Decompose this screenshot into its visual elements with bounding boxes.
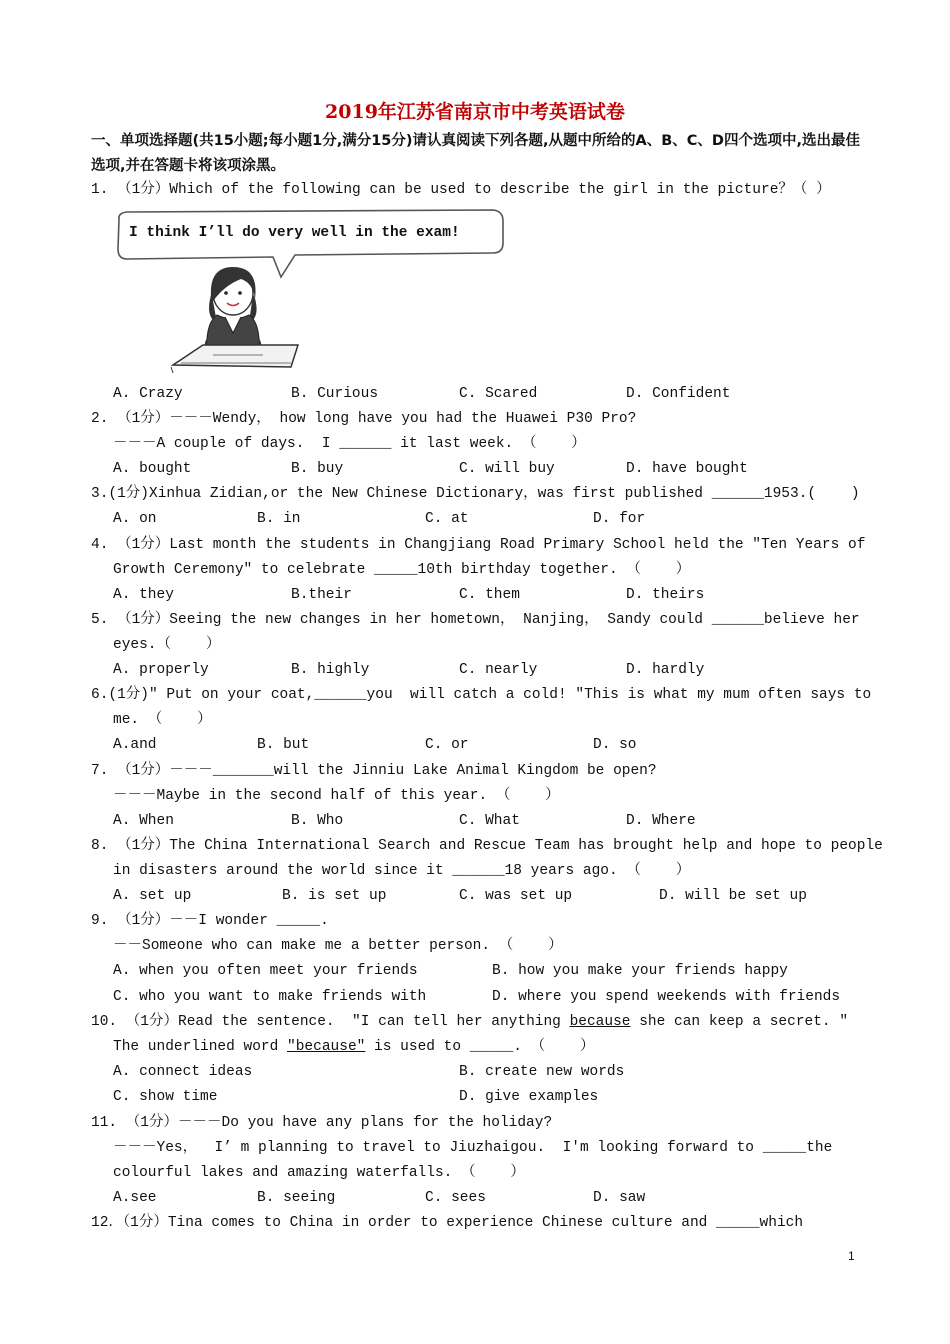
q3-option-d: D. for xyxy=(593,511,646,527)
question-9-stem: 9. （1分）－－I wonder _____. xyxy=(91,913,329,929)
question-5-stem: 5. （1分）Seeing the new changes in her hometown， Nanjing， Sandy could ______believe her xyxy=(91,612,860,628)
q2-option-c: C. will buy xyxy=(459,461,555,477)
q2-option-a: A. bought xyxy=(113,461,192,477)
page-number: 1 xyxy=(848,1249,855,1263)
q7-option-c: C. What xyxy=(459,813,520,829)
q3-option-a: A. on xyxy=(113,511,157,527)
section-instructions: 一、单项选择题(共15小题;每小题1分,满分15分)请认真阅读下列各题,从题中所给的A、B、C、D四个选项中,选出最佳选项,并在答题卡将该项涂黑。 xyxy=(91,133,860,174)
question-8-stem: 8. （1分）The China International Search and Rescue Team has brought help and hope to people xyxy=(91,838,883,854)
question-2-reply: －－－A couple of days. I ______ it last week. （ ） xyxy=(113,436,586,452)
underlined-word-quote: "because" xyxy=(287,1039,366,1055)
q1-option-c: C. Scared xyxy=(459,386,538,402)
q5-option-c: C. nearly xyxy=(459,662,538,678)
question-11-stem: 11. （1分）－－－Do you have any plans for the holiday? xyxy=(91,1115,553,1131)
q8-option-c: C. was set up xyxy=(459,888,573,904)
q6-option-c: C. or xyxy=(425,737,469,753)
q6-option-b: B. but xyxy=(257,737,310,753)
question-4-stem-cont: Growth Ceremony" to celebrate _____10th birthday together. （ ） xyxy=(113,562,691,578)
q8-option-a: A. set up xyxy=(113,888,192,904)
q8-option-b: B. is set up xyxy=(282,888,387,904)
q9-option-c: C. who you want to make friends with xyxy=(113,989,427,1005)
q7-option-d: D. Where xyxy=(626,813,696,829)
q6-option-a: A.and xyxy=(113,737,157,753)
question-6-stem: 6.(1分)" Put on your coat,______you will catch a cold! "This is what my mum often says to xyxy=(91,687,872,703)
q4-option-c: C. them xyxy=(459,587,520,603)
q9-option-a: A. when you often meet your friends xyxy=(113,963,418,979)
speech-bubble-text: I think I’ll do very well in the exam! xyxy=(129,225,460,241)
q1-option-a: A. Crazy xyxy=(113,386,183,402)
q4-option-b: B.their xyxy=(291,587,352,603)
question-7-reply: －－－Maybe in the second half of this year. （ ） xyxy=(113,788,560,804)
q4-option-a: A. they xyxy=(113,587,174,603)
question-8-stem-cont: in disasters around the world since it ______18 years ago. （ ） xyxy=(113,863,691,879)
q1-option-b: B. Curious xyxy=(291,386,379,402)
page-title: 2019年江苏省南京市中考英语试卷 xyxy=(325,101,625,123)
q7-option-a: A. When xyxy=(113,813,174,829)
question-11-reply-cont: colourful lakes and amazing waterfalls. （ ） xyxy=(113,1165,525,1181)
question-1-picture xyxy=(113,205,513,375)
q5-option-a: A. properly xyxy=(113,662,209,678)
question-1-stem: 1. （1分）Which of the following can be used to describe the girl in the picture？（ ） xyxy=(91,182,831,198)
q11-option-a: A.see xyxy=(113,1190,157,1206)
question-3-stem: 3.(1分)Xinhua Zidian,or the New Chinese Dictionary，was first published ______1953.( ) xyxy=(91,486,860,502)
q10-option-b: B. create new words xyxy=(459,1064,625,1080)
q11-option-b: B. seeing xyxy=(257,1190,336,1206)
question-11-reply: －－－Yes， I’ m planning to travel to Jiuzhaigou. I'm looking forward to _____the xyxy=(113,1140,833,1156)
question-12-stem: 12．（1分）Tina comes to China in order to experience Chinese culture and _____which xyxy=(91,1215,804,1231)
q2-option-d: D. have bought xyxy=(626,461,748,477)
q10-option-c: C. show time xyxy=(113,1089,218,1105)
question-10-stem-cont: The underlined word "because" is used to _____. （ ） xyxy=(113,1039,595,1055)
q3-option-b: B. in xyxy=(257,511,301,527)
q5-option-d: D. hardly xyxy=(626,662,705,678)
q4-option-d: D. theirs xyxy=(626,587,705,603)
q2-option-b: B. buy xyxy=(291,461,344,477)
q9-option-b: B. how you make your friends happy xyxy=(492,963,788,979)
underlined-word: because xyxy=(569,1014,631,1030)
q6-option-d: D. so xyxy=(593,737,637,753)
q1-option-d: D. Confident xyxy=(626,386,731,402)
question-10-stem: 10. （1分）Read the sentence. "I can tell her anything because she can keep a secret. " xyxy=(91,1014,849,1030)
q3-option-c: C. at xyxy=(425,511,469,527)
q9-option-d: D. where you spend weekends with friends xyxy=(492,989,841,1005)
question-7-stem: 7. （1分）－－－_______will the Jinniu Lake Animal Kingdom be open? xyxy=(91,763,657,779)
q11-option-c: C. sees xyxy=(425,1190,486,1206)
q10-option-d: D. give examples xyxy=(459,1089,599,1105)
question-5-stem-cont: eyes.（ ） xyxy=(113,637,221,653)
q7-option-b: B. Who xyxy=(291,813,344,829)
question-2-stem: 2. （1分）－－－Wendy， how long have you had the Huawei P30 Pro? xyxy=(91,411,637,427)
q11-option-d: D. saw xyxy=(593,1190,646,1206)
question-6-stem-cont: me. （ ） xyxy=(113,712,212,728)
question-9-reply: －－Someone who can make me a better person. （ ） xyxy=(113,938,563,954)
q5-option-b: B. highly xyxy=(291,662,370,678)
question-4-stem: 4. （1分）Last month the students in Changjiang Road Primary School held the "Ten Years of xyxy=(91,537,866,553)
q8-option-d: D. will be set up xyxy=(659,888,807,904)
q10-option-a: A. connect ideas xyxy=(113,1064,253,1080)
